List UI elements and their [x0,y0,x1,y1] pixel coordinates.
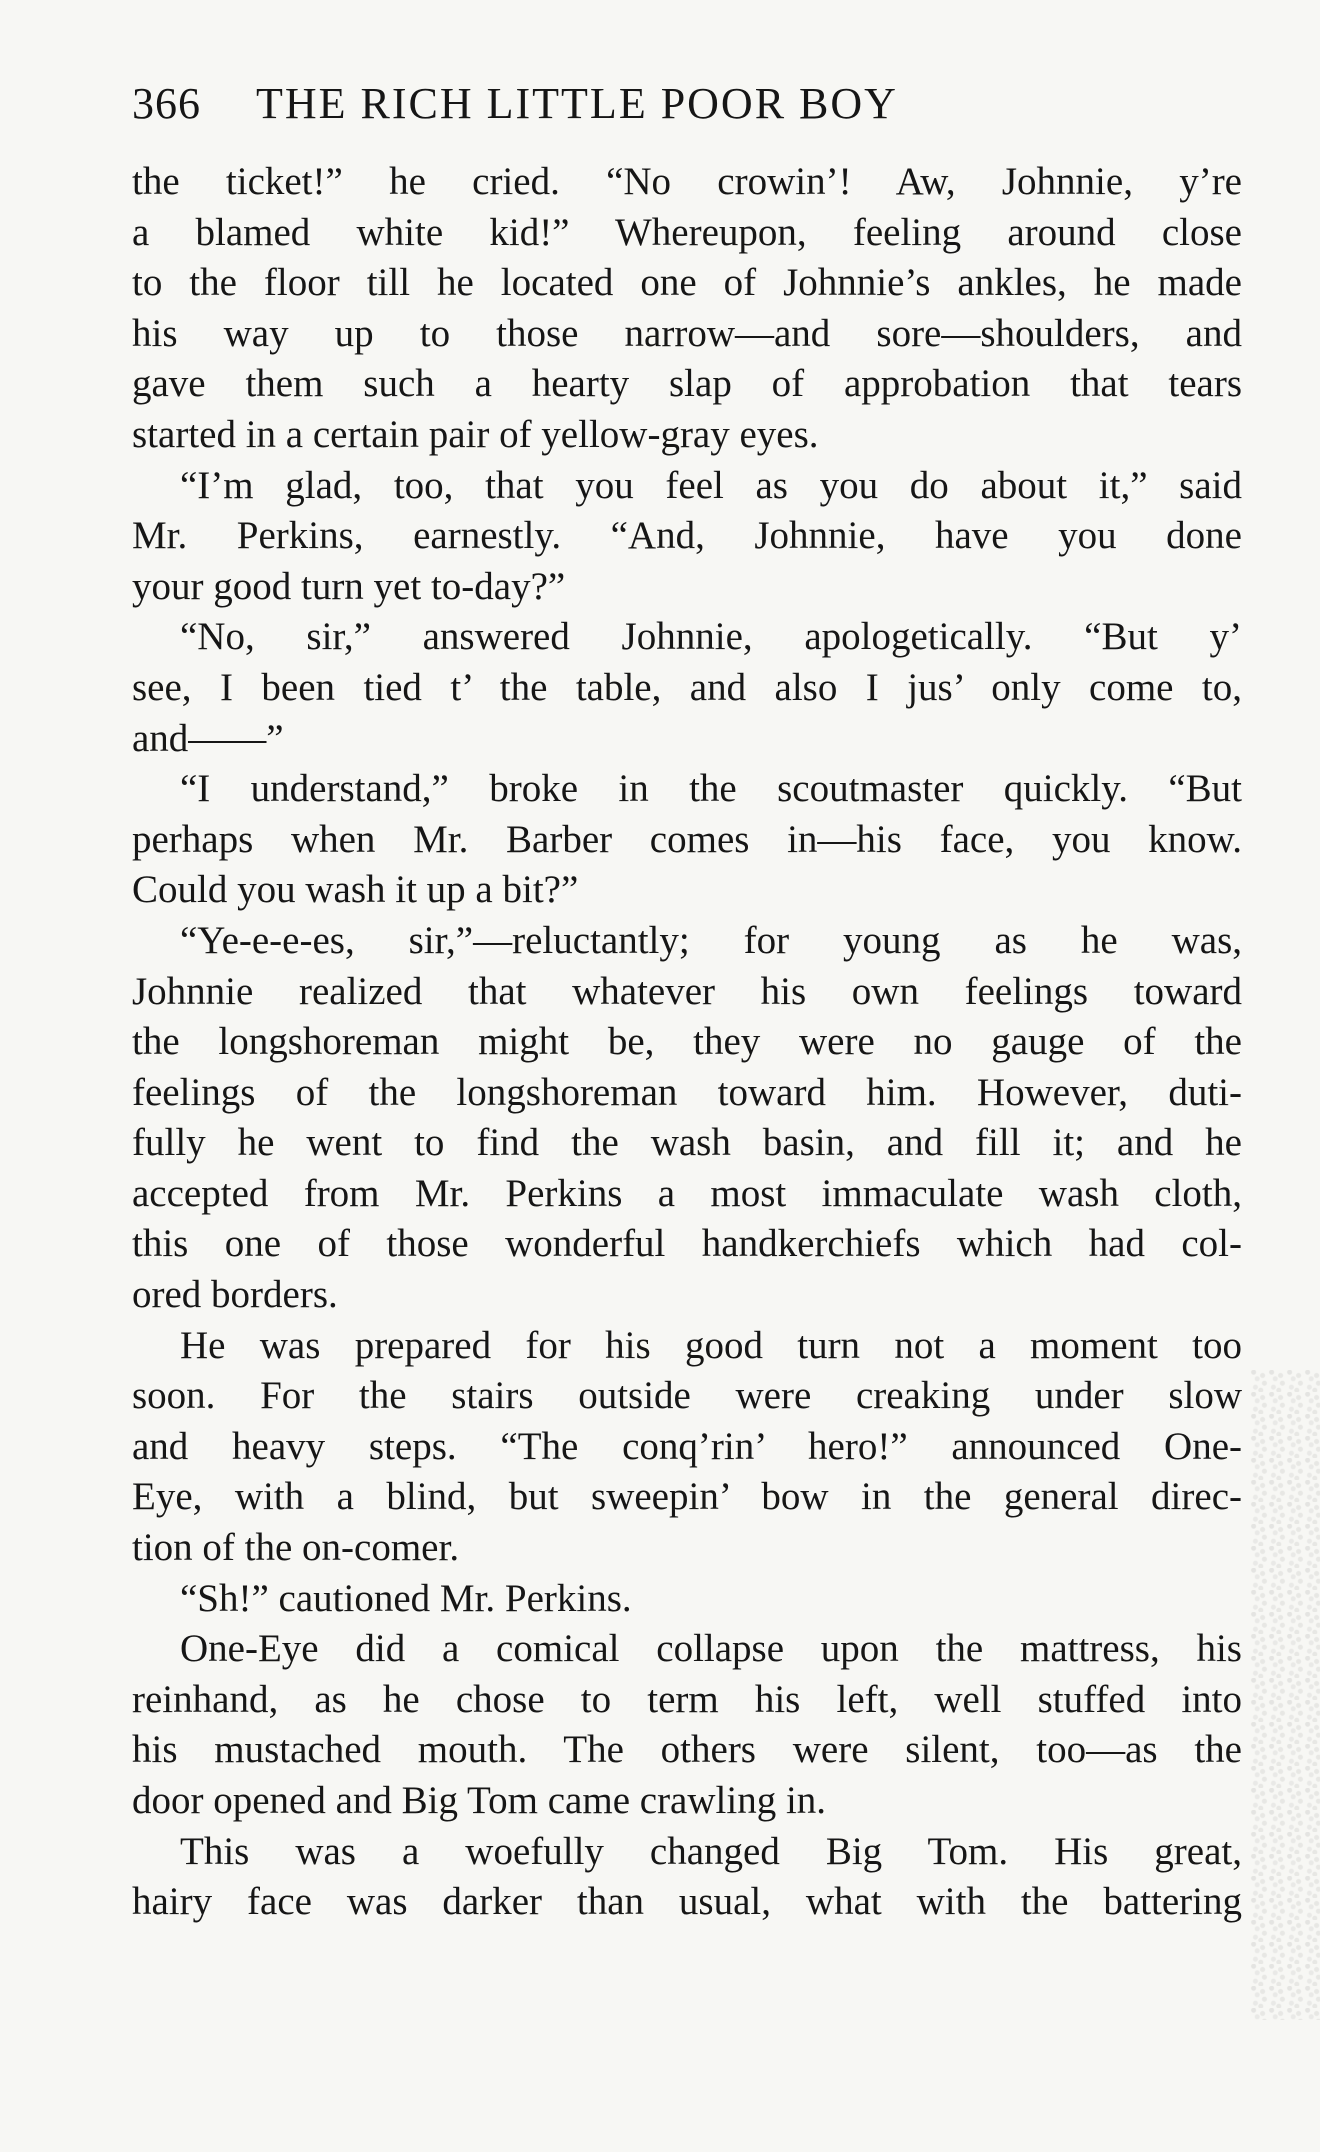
text-line: Mr. Perkins, earnestly. “And, Johnnie, have you done [132,514,1242,558]
text-line: He was prepared for his good turn not a moment too [180,1323,1242,1367]
text-line: One-Eye did a comical collapse upon the mattress, his [180,1627,1242,1671]
text-line: hairy face was darker than usual, what with the battering [132,1880,1242,1924]
text-line: and heavy steps. “The conq’rin’ hero!” announced One- [132,1424,1242,1468]
text-line: This was a woefully changed Big Tom. His great, [180,1829,1242,1873]
text-line: gave them such a hearty slap of approbation that tears [132,362,1242,406]
running-title: THE RICH LITTLE POOR BOY [256,79,898,128]
text-line: soon. For the stairs outside were creaking under slow [132,1374,1242,1418]
text-line: Could you wash it up a bit?” [132,868,579,912]
text-line: his mustached mouth. The others were silent, too—as the [132,1728,1242,1772]
text-line: “I’m glad, too, that you feel as you do about it,” said [180,463,1242,507]
text-line: “Ye-e-e-es, sir,”—reluctantly; for young as he was, [180,918,1242,962]
text-line: the longshoreman might be, they were no gauge of the [132,1020,1242,1064]
body-text [132,157,1242,1928]
page-number: 366 [132,79,201,128]
text-line: tion of the on-comer. [132,1526,460,1570]
text-line: “Sh!” cautioned Mr. Perkins. [180,1576,632,1620]
text-line: reinhand, as he chose to term his left, well stuffed into [132,1677,1242,1721]
text-line: his way up to those narrow—and sore—shoulders, and [132,311,1242,355]
text-line: door opened and Big Tom came crawling in. [132,1779,827,1822]
text-line: your good turn yet to-day?” [132,564,566,608]
text-line: the ticket!” he cried. “No crowin’! Aw, Johnnie, y’re [132,160,1242,203]
page-speckle [1250,1370,1320,2020]
page-header [132,76,1252,132]
text-line: perhaps when Mr. Barber comes in—his face, you know. [132,817,1242,861]
text-line: fully he went to find the wash basin, and fill it; and he [132,1121,1242,1165]
text-line: to the floor till he located one of Johnnie’s ankles, he made [132,261,1242,305]
text-line: feelings of the longshoreman toward him. However, duti- [132,1070,1242,1114]
text-line: Eye, with a blind, but sweepin’ bow in the general direc- [132,1475,1242,1519]
text-line: Johnnie realized that whatever his own feelings toward [132,969,1242,1013]
text-line: started in a certain pair of yellow-gray eyes. [132,412,819,456]
text-line: ored borders. [132,1273,338,1317]
text-line: see, I been tied t’ the table, and also I jus’ only come to, [132,665,1242,709]
text-line: “No, sir,” answered Johnnie, apologetically. “But y’ [180,615,1242,659]
text-line: “I understand,” broke in the scoutmaster quickly. “But [180,767,1242,811]
text-line: accepted from Mr. Perkins a most immaculate wash cloth, [132,1171,1242,1215]
text-line: and——” [132,716,284,760]
text-line: a blamed white kid!” Whereupon, feeling around close [132,210,1242,254]
text-line: this one of those wonderful handkerchiefs which had col- [132,1222,1242,1266]
